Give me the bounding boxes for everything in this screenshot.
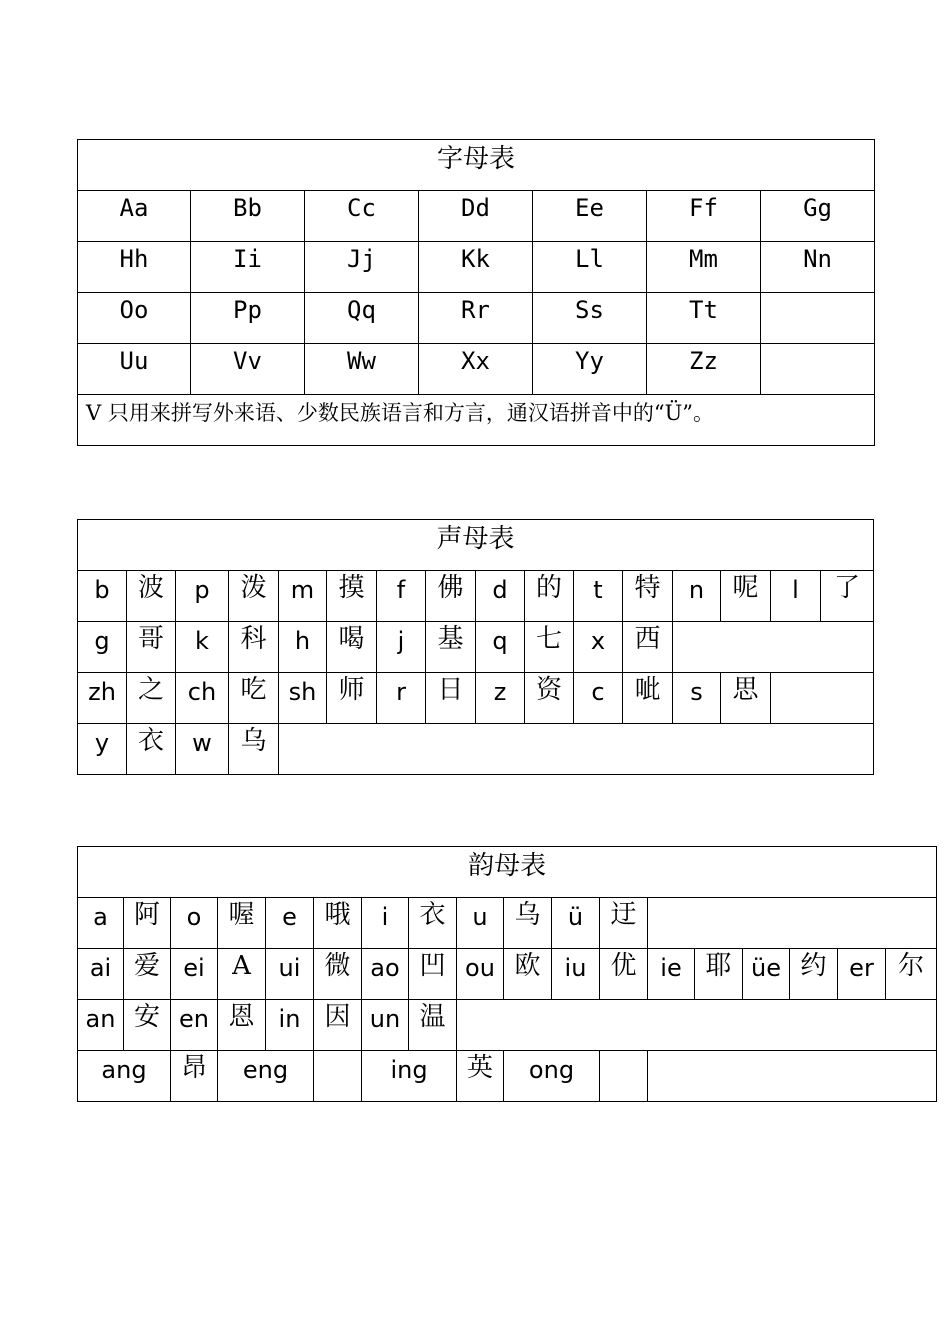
hanzi-cell: 约 [790,949,838,1000]
hanzi-cell: 因 [314,1000,362,1051]
hanzi-cell: 资 [525,673,574,724]
pinyin-cell: z [476,673,525,724]
letter-cell: Nn [761,242,875,293]
hanzi-cell: 衣 [409,898,457,949]
pinyin-cell: q [476,622,525,673]
hanzi-cell: 哥 [127,622,176,673]
letter-cell: Rr [419,293,533,344]
letter-cell: Ee [533,191,647,242]
pinyin-cell: in [266,1000,314,1051]
hanzi-cell: 呲 [623,673,673,724]
hanzi-cell: 恩 [218,1000,266,1051]
letter-cell: Uu [78,344,191,395]
hanzi-cell: 衣 [127,724,176,775]
hanzi-cell: A [218,949,266,1000]
letter-cell: Kk [419,242,533,293]
pinyin-cell: u [457,898,504,949]
pinyin-cell: ui [266,949,314,1000]
empty-cell [673,622,874,673]
hanzi-cell: 耶 [695,949,743,1000]
pinyin-cell: ei [171,949,218,1000]
letter-cell: Jj [305,242,419,293]
pinyin-cell: o [171,898,218,949]
pinyin-cell: l [771,571,821,622]
pinyin-cell: an [78,1000,124,1051]
hanzi-cell: 基 [426,622,476,673]
letter-cell: Ll [533,242,647,293]
hanzi-cell: 思 [721,673,771,724]
pinyin-cell: b [78,571,127,622]
pinyin-cell: ü [552,898,600,949]
pinyin-cell: a [78,898,124,949]
empty-cell [771,673,874,724]
hanzi-cell: 乌 [229,724,279,775]
hanzi-cell: 佛 [426,571,476,622]
pinyin-cell: h [279,622,327,673]
hanzi-cell: 哦 [314,898,362,949]
hanzi-cell: 之 [127,673,176,724]
pinyin-cell: eng [218,1051,314,1102]
pinyin-cell: ai [78,949,124,1000]
pinyin-cell: x [574,622,623,673]
letter-cell: Gg [761,191,875,242]
hanzi-cell [600,1051,648,1102]
letter-cell: Yy [533,344,647,395]
pinyin-cell: sh [279,673,327,724]
hanzi-cell: 英 [457,1051,504,1102]
empty-cell [761,344,875,395]
hanzi-cell: 温 [409,1000,457,1051]
letter-cell: Ww [305,344,419,395]
hanzi-cell: 摸 [327,571,377,622]
hanzi-cell: 泼 [229,571,279,622]
hanzi-cell: 的 [525,571,574,622]
hanzi-cell [314,1051,362,1102]
hanzi-cell: 西 [623,622,673,673]
alphabet-table [77,139,875,446]
hanzi-cell: 爱 [124,949,171,1000]
alphabet-title: 字母表 [78,140,875,191]
letter-cell: Hh [78,242,191,293]
hanzi-cell: 呢 [721,571,771,622]
pinyin-cell: iu [552,949,600,1000]
hanzi-cell: 欧 [504,949,552,1000]
pinyin-cell: ao [362,949,409,1000]
pinyin-cell: r [377,673,426,724]
pinyin-cell: y [78,724,127,775]
pinyin-cell: ong [504,1051,600,1102]
pinyin-cell: s [673,673,721,724]
hanzi-cell: 迂 [600,898,648,949]
letter-cell: Vv [191,344,305,395]
finals-table [77,846,937,1102]
pinyin-cell: en [171,1000,218,1051]
letter-cell: Pp [191,293,305,344]
letter-cell: Qq [305,293,419,344]
initials-table [77,519,874,775]
pinyin-cell: ou [457,949,504,1000]
empty-cell [761,293,875,344]
letter-cell: Xx [419,344,533,395]
hanzi-cell: 波 [127,571,176,622]
hanzi-cell: 凹 [409,949,457,1000]
finals-title: 韵母表 [78,847,937,898]
hanzi-cell: 乌 [504,898,552,949]
pinyin-cell: un [362,1000,409,1051]
letter-cell: Mm [647,242,761,293]
pinyin-cell: c [574,673,623,724]
hanzi-cell: 特 [623,571,673,622]
hanzi-cell: 昂 [171,1051,218,1102]
hanzi-cell: 阿 [124,898,171,949]
pinyin-cell: p [176,571,229,622]
hanzi-cell: 吃 [229,673,279,724]
pinyin-cell: n [673,571,721,622]
letter-cell: Ff [647,191,761,242]
pinyin-cell: ing [362,1051,457,1102]
pinyin-cell: i [362,898,409,949]
letter-cell: Oo [78,293,191,344]
hanzi-cell: 优 [600,949,648,1000]
hanzi-cell: 喝 [327,622,377,673]
letter-cell: Ii [191,242,305,293]
hanzi-cell: 师 [327,673,377,724]
pinyin-cell: j [377,622,426,673]
empty-cell [457,1000,937,1051]
pinyin-cell: f [377,571,426,622]
letter-cell: Ss [533,293,647,344]
empty-cell [648,898,937,949]
hanzi-cell: 了 [821,571,874,622]
pinyin-cell: zh [78,673,127,724]
pinyin-cell: ch [176,673,229,724]
empty-cell [648,1051,937,1102]
letter-cell: Aa [78,191,191,242]
pinyin-cell: er [838,949,886,1000]
pinyin-cell: g [78,622,127,673]
hanzi-cell: 日 [426,673,476,724]
pinyin-cell: e [266,898,314,949]
pinyin-cell: t [574,571,623,622]
letter-cell: Bb [191,191,305,242]
letter-cell: Zz [647,344,761,395]
pinyin-cell: d [476,571,525,622]
hanzi-cell: 喔 [218,898,266,949]
hanzi-cell: 安 [124,1000,171,1051]
hanzi-cell: 微 [314,949,362,1000]
letter-cell: Cc [305,191,419,242]
hanzi-cell: 科 [229,622,279,673]
letter-cell: Dd [419,191,533,242]
pinyin-cell: üe [743,949,790,1000]
pinyin-cell: ie [648,949,695,1000]
empty-cell [279,724,874,775]
alphabet-note: V 只用来拼写外来语、少数民族语言和方言，通汉语拼音中的“Ü”。 [78,395,875,446]
pinyin-cell: k [176,622,229,673]
letter-cell: Tt [647,293,761,344]
hanzi-cell: 尔 [886,949,937,1000]
initials-title: 声母表 [78,520,874,571]
hanzi-cell: 七 [525,622,574,673]
pinyin-cell: ang [78,1051,171,1102]
pinyin-cell: m [279,571,327,622]
pinyin-cell: w [176,724,229,775]
